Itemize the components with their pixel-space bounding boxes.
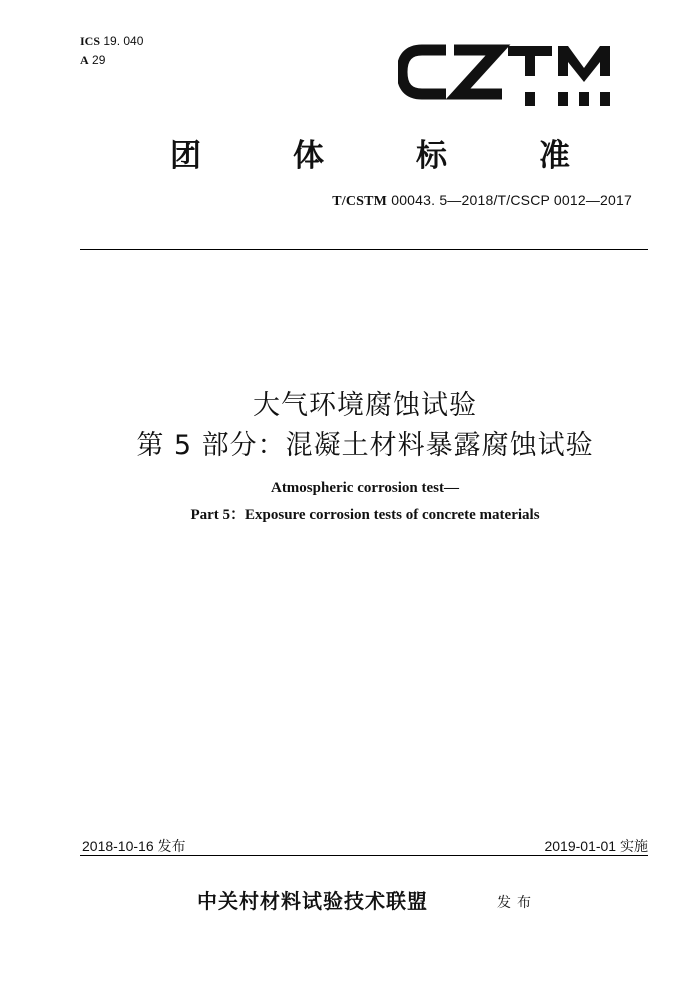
ics-prefix: ICS [80,34,101,48]
class-value: 29 [92,53,106,67]
bottom-rule [80,855,648,856]
classification-code [80,53,105,67]
doctype-char-3: 标 [416,138,447,174]
title-cn-line-2: 第 5 部分：混凝土材料暴露腐蚀试验 [136,430,594,461]
issue-date: 2018-10-16 发布 [82,838,186,854]
class-prefix: A [80,53,89,67]
ics-code [80,34,143,48]
doctype-char-1: 团 [170,138,201,174]
implementation-date: 2019-01-01 实施 [544,838,648,854]
standard-number-prefix: T/CSTM [332,194,388,209]
title-en-line-1: Atmospheric corrosion test— [270,480,460,496]
publish-label: 发布 [497,895,537,911]
publisher-name: 中关村材料试验技术联盟 [197,889,428,913]
doctype-char-4: 准 [539,138,570,174]
doctype-char-2: 体 [293,138,324,174]
title-en-line-2: Part 5：Exposure corrosion tests of concrete materials [190,507,540,523]
ics-value: 19. 040 [103,34,144,48]
document-type [170,130,570,175]
standard-number [332,192,632,210]
top-rule [80,249,648,250]
cstm-logo [398,42,618,112]
title-cn-line-1: 大气环境腐蚀试验 [253,390,477,421]
standard-number-rest: 00043. 5—2018/T/CSCP 0012—2017 [391,192,632,208]
